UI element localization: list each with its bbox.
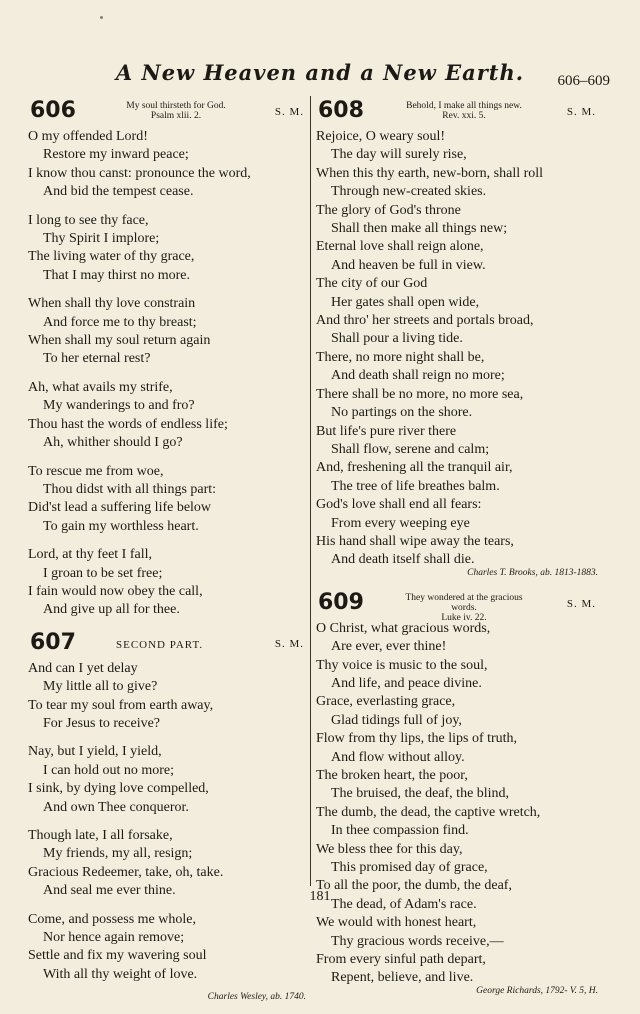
verse-line: Thou didst with all things part: <box>43 481 217 497</box>
verse-line: Ah, what avails my strife, <box>28 379 173 395</box>
verse-line: The tree of life breathes balm. <box>331 478 500 494</box>
verse-line: That I may thirst no more. <box>43 267 190 283</box>
epigraph-line: Psalm xlii. 2. <box>150 111 202 121</box>
verse-line: And thro' her streets and portals broad, <box>316 313 534 329</box>
verse-line: Grace, everlasting grace, <box>316 694 456 710</box>
column-divider <box>310 96 311 886</box>
verse-line: O my offended Lord! <box>28 129 148 144</box>
hymn-606 <box>28 98 306 620</box>
verse-line: The city of our God <box>316 276 428 292</box>
author-attribution: Charles T. Brooks, ab. 1813-1883. <box>467 567 598 578</box>
verse-line: When shall my soul return again <box>28 333 211 349</box>
verse-line: Shall pour a living tide. <box>331 331 463 347</box>
hymn-number: 607 <box>30 629 76 655</box>
verse-line: Through new-created skies. <box>331 184 487 200</box>
epigraph-line: Behold, I make all things new. <box>406 101 522 111</box>
verse-line: And give up all for thee. <box>43 602 180 618</box>
verse-line: Flow from thy lips, the lips of truth, <box>316 731 518 747</box>
verse-line: My friends, my all, resign; <box>43 846 193 862</box>
verse-line: I fain would now obey the call, <box>28 583 203 599</box>
verse-line: Shall then make all things new; <box>331 221 508 237</box>
stanza <box>316 914 598 988</box>
verse-line: The dumb, the dead, the captive wretch, <box>316 804 541 820</box>
verse-line: We would with honest heart, <box>316 915 477 931</box>
page-number: 181 <box>309 889 331 904</box>
verse-line: And bid the tempest cease. <box>43 184 194 200</box>
verse-line: I long to see thy face, <box>28 212 149 228</box>
verse-line: Rejoice, O weary soul! <box>316 129 446 144</box>
stanza <box>28 463 306 537</box>
verse-line: And seal me ever thine. <box>43 883 176 899</box>
verse-line: Her gates shall open wide, <box>331 294 480 310</box>
verse-line: The bruised, the deaf, the blind, <box>331 786 510 802</box>
verse-line: There, no more night shall be, <box>316 349 485 365</box>
verse-line: And can I yet delay <box>28 660 138 676</box>
verse-line: O Christ, what gracious words, <box>316 620 491 636</box>
epigraph-line: Rev. xxi. 5. <box>442 111 486 121</box>
hymn-header <box>28 630 306 660</box>
verse-line: I groan to be set free; <box>43 565 163 581</box>
verse-line: Gracious Redeemer, take, oh, take. <box>28 864 224 880</box>
verse-line: And death shall reign no more; <box>331 368 505 384</box>
verse-line: Shall flow, serene and calm; <box>331 441 490 457</box>
stanza <box>28 295 306 369</box>
verse-line: With all thy weight of love. <box>43 966 198 982</box>
verse-line: This promised day of grace, <box>331 860 488 876</box>
stanza <box>28 212 306 286</box>
verse-line: When this thy earth, new-born, shall roll <box>316 165 544 181</box>
verse-line: From every weeping eye <box>331 515 470 531</box>
verse-line: To rescue me from woe, <box>28 463 164 479</box>
verse-line: Nor hence again remove; <box>43 930 185 946</box>
verse-line: And life, and peace divine. <box>331 675 482 691</box>
epigraph-line: My soul thirsteth for God. <box>126 101 226 111</box>
verse-line: And, freshening all the tranquil air, <box>316 460 513 476</box>
stanza <box>28 911 306 985</box>
verse-line: The broken heart, the poor, <box>316 768 468 783</box>
verse-line: Nay, but I yield, I yield, <box>28 744 162 760</box>
verse-line: And own Thee conqueror. <box>43 799 189 815</box>
hymn-header <box>28 98 306 128</box>
stanza <box>316 767 598 841</box>
hymn-607 <box>28 630 306 1003</box>
verse-line: From every sinful path depart, <box>316 952 486 968</box>
verse-line: To gain my worthless heart. <box>43 518 199 534</box>
scripture-epigraph <box>394 101 534 121</box>
verse-line: And force me to thy breast; <box>43 314 197 330</box>
meter-label: S. M. <box>566 597 596 610</box>
stanza <box>28 546 306 620</box>
verse-line: Settle and fix my wavering soul <box>28 948 207 964</box>
stanza <box>316 202 598 276</box>
epigraph-line: They wondered at the gracious words. <box>405 592 523 613</box>
verse-line: Repent, believe, and live. <box>331 970 474 986</box>
verse-line: For Jesus to receive? <box>43 715 161 731</box>
verse-line: Did'st lead a suffering life below <box>28 500 212 516</box>
stanza <box>316 423 598 497</box>
part-label: SECOND PART. <box>116 638 204 651</box>
verse-line: The glory of God's throne <box>316 202 461 218</box>
stanza <box>28 128 306 202</box>
verse-line: His hand shall wipe away the tears, <box>316 533 514 549</box>
verse-line: The living water of thy grace, <box>28 249 195 265</box>
verse-line: Though late, I all forsake, <box>28 828 173 843</box>
meter-label: S. M. <box>274 106 304 118</box>
verse-line: But life's pure river there <box>316 423 457 439</box>
author-attribution: George Richards, 1792- V. 5, H. <box>476 985 598 996</box>
stanza <box>28 743 306 817</box>
stanza <box>28 379 306 453</box>
hymn-609 <box>316 590 598 996</box>
verse-line: To tear my soul from earth away, <box>28 697 214 713</box>
verse-line: Eternal love shall reign alone, <box>316 239 484 255</box>
verse-line: Thy voice is music to the soul, <box>316 657 488 673</box>
stanza <box>316 620 598 694</box>
hymn-608 <box>316 98 598 578</box>
hymn-number: 609 <box>318 589 364 615</box>
stanza <box>28 660 306 734</box>
verse-line: My little all to give? <box>43 679 158 695</box>
verse-line: When shall thy love constrain <box>28 296 196 312</box>
stanza <box>316 693 598 767</box>
epigraph-line: Luke iv. 22. <box>441 612 487 623</box>
verse-line: I know thou canst: pronounce the word, <box>28 165 251 181</box>
verse-line: Restore my inward peace; <box>43 147 189 163</box>
verse-line: God's love shall end all fears: <box>316 497 482 513</box>
verse-line: And death itself shall die. <box>331 552 475 568</box>
stanza <box>316 496 598 570</box>
scripture-epigraph <box>106 101 246 121</box>
verse-line: Thy gracious words receive,— <box>331 933 504 949</box>
hymn-number: 606 <box>30 98 76 123</box>
meter-label: S. M. <box>566 106 596 118</box>
verse-line: My wanderings to and fro? <box>43 398 195 414</box>
verse-line: Come, and possess me whole, <box>28 911 196 927</box>
verse-line: Ah, whither should I go? <box>43 435 183 451</box>
verse-line: And flow without alloy. <box>331 749 465 765</box>
ink-speck <box>100 16 103 19</box>
author-attribution: Charles Wesley, ab. 1740. <box>207 992 306 1003</box>
verse-line: No partings on the shore. <box>331 405 473 421</box>
verse-line: Are ever, ever thine! <box>331 639 447 655</box>
verse-line: To all the poor, the dumb, the deaf, <box>316 878 512 894</box>
scripture-epigraph <box>394 593 534 623</box>
right-column <box>316 98 598 1008</box>
verse-line: Lord, at thy feet I fall, <box>28 547 153 563</box>
verse-line: Thy Spirit I implore; <box>43 231 160 247</box>
verse-line: And heaven be full in view. <box>331 257 486 273</box>
verse-line: Glad tidings full of joy, <box>331 712 462 728</box>
verse-line: In thee compassion find. <box>331 823 469 839</box>
hymn-header <box>316 589 598 623</box>
meter-label: S. M. <box>274 637 304 650</box>
verse-line: The dead, of Adam's race. <box>331 896 477 912</box>
hymn-number: 608 <box>318 98 364 123</box>
verse-line: To her eternal rest? <box>43 351 151 367</box>
hymn-header <box>316 98 598 128</box>
stanza <box>316 349 598 423</box>
verse-line: There shall be no more, no more sea, <box>316 386 524 402</box>
verse-line: Thou hast the words of endless life; <box>28 416 228 432</box>
left-column <box>28 98 306 1014</box>
verse-line: The day will surely rise, <box>331 147 467 163</box>
verse-line: I sink, by dying love compelled, <box>28 781 209 797</box>
stanza <box>316 275 598 349</box>
stanza <box>316 128 598 202</box>
page-title: A New Heaven and a New Earth. <box>115 60 525 85</box>
verse-line: I can hold out no more; <box>43 762 175 778</box>
verse-line: We bless thee for this day, <box>316 841 463 857</box>
hymn-range: 606–609 <box>557 73 610 89</box>
